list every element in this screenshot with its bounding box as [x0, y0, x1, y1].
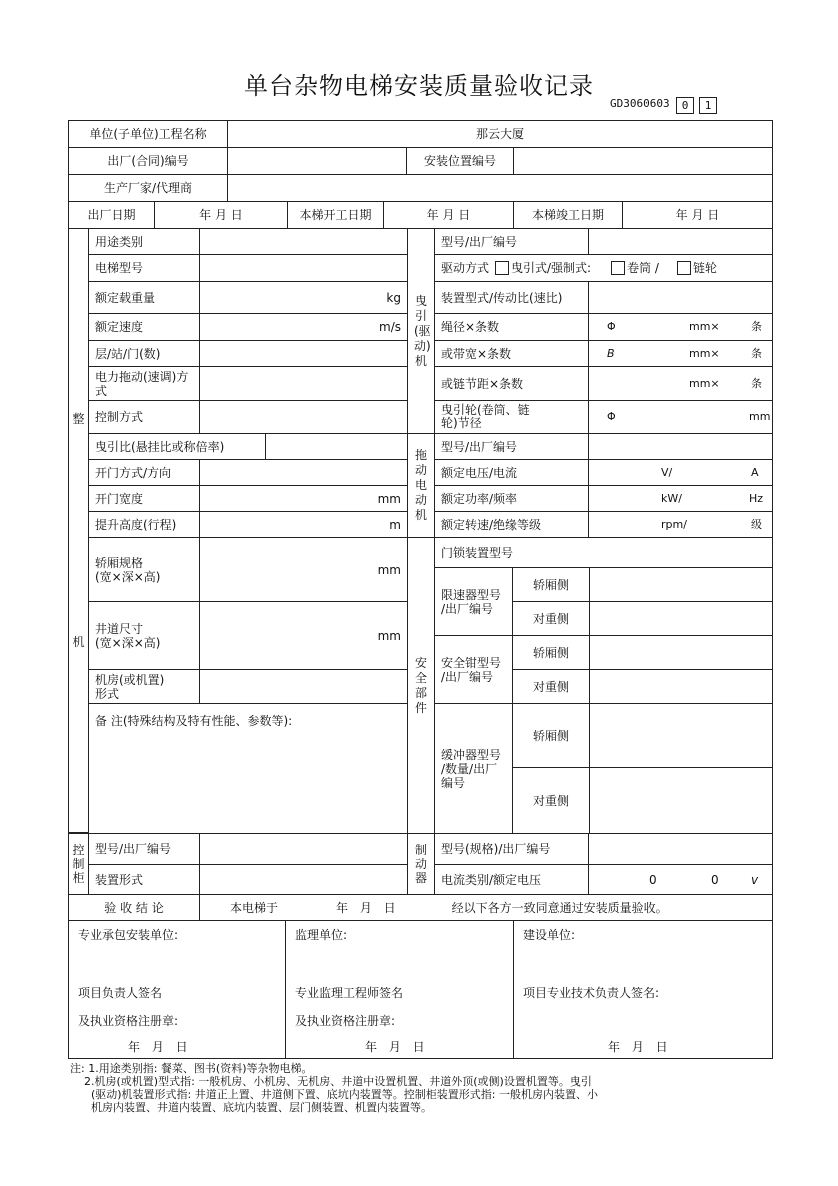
- buffer-car-value[interactable]: [589, 703, 773, 768]
- traction-side-label: [407, 228, 435, 434]
- buffer-car-label: 轿厢侧: [512, 703, 590, 768]
- device-ratio-label: 装置型式/传动比(速比): [434, 281, 589, 314]
- owner-title: 建设单位:: [523, 928, 576, 942]
- voltage-label: 额定电压/电流: [434, 459, 589, 486]
- gear-car-label: 轿厢侧: [512, 635, 590, 670]
- door-lock-label: 门锁装置型号: [434, 537, 773, 568]
- shaft-size-unit: mm: [377, 628, 401, 643]
- brake-current-label: 电流类别/额定电压: [434, 864, 589, 895]
- brake-current-val2: 0: [711, 873, 719, 887]
- buffer-cw-label: 对重侧: [512, 767, 590, 834]
- footnotes: [70, 1062, 770, 1114]
- brake-current-unit: v: [751, 873, 759, 887]
- door-width-unit: mm: [377, 491, 401, 506]
- cabinet-model-label: 型号/出厂编号: [88, 833, 200, 865]
- safety-side-label: [407, 537, 435, 834]
- ratio-value[interactable]: [265, 433, 408, 460]
- cabinet-model-value[interactable]: [199, 833, 408, 865]
- brake-model-label: 型号(规格)/出厂编号: [434, 833, 589, 865]
- conclusion-text1: 本电梯于: [230, 900, 279, 915]
- supervisor-date: 年 月 日: [365, 1040, 425, 1054]
- unit-name-value[interactable]: 那云大厦: [227, 120, 773, 148]
- car-size-value[interactable]: [199, 537, 408, 602]
- code-box-2: 1: [699, 97, 717, 114]
- traction-side-text: 曳引(驱动)机: [414, 293, 431, 368]
- cabinet-side-text: 控制柜: [72, 843, 85, 885]
- sheave-unit: mm: [749, 410, 771, 423]
- supervisor-title: 监理单位:: [295, 928, 348, 942]
- belt-unit: mm×: [689, 347, 720, 360]
- contractor-date: 年 月 日: [128, 1040, 188, 1054]
- install-pos-label: 安装位置编号: [406, 147, 514, 175]
- maker-value[interactable]: [227, 174, 773, 202]
- cabinet-install-label: 装置形式: [88, 864, 200, 895]
- owner-sign: 项目专业技术负责人签名:: [523, 986, 660, 1000]
- whole-side-top: 整: [72, 411, 85, 426]
- buffer-label: 缓冲器型号 /数量/出厂 编号: [434, 703, 513, 834]
- conclusion-text2: 经以下各方一致同意通过安装质量验收。: [451, 900, 668, 915]
- elevator-model-label: 电梯型号: [88, 254, 200, 282]
- rope-label: 绳径×条数: [434, 313, 589, 341]
- governor-label: 限速器型号 /出厂编号: [434, 567, 513, 636]
- floors-label: 层/站/门(数): [88, 340, 200, 367]
- contractor-title: 专业承包安装单位:: [78, 928, 179, 942]
- motor-side-label: [407, 433, 435, 538]
- ratio-label: 曳引比(悬挂比或称倍率): [88, 433, 266, 460]
- device-ratio-value[interactable]: [588, 281, 773, 314]
- control-mode-value[interactable]: [199, 400, 408, 434]
- drive-mode-value[interactable]: [199, 366, 408, 401]
- floors-value[interactable]: [199, 340, 408, 367]
- chain-value[interactable]: [588, 366, 773, 401]
- speed-label: 额定速度: [88, 313, 200, 341]
- start-date-label: 本梯开工日期: [287, 201, 384, 229]
- rope-value[interactable]: [588, 313, 773, 341]
- chain-unit: mm×: [689, 377, 720, 390]
- traction-model-value[interactable]: [588, 228, 773, 255]
- room-form-label: 机房(或机置) 形式: [88, 669, 200, 704]
- lift-height-unit: m: [389, 517, 401, 532]
- traction-checkbox[interactable]: [495, 261, 509, 275]
- power-unit2: Hz: [749, 492, 764, 505]
- safety-side-text: 安全部件: [414, 655, 427, 715]
- governor-car-label: 轿厢侧: [512, 567, 590, 602]
- belt-label: 或带宽×条数: [434, 340, 589, 367]
- conclusion-row[interactable]: [199, 894, 773, 921]
- factory-no-value[interactable]: [227, 147, 407, 175]
- governor-cw-value[interactable]: [589, 601, 773, 636]
- supervisor-sign: 专业监理工程师签名: [295, 986, 404, 1000]
- conclusion-date: 年 月 日: [336, 900, 396, 915]
- power-value[interactable]: [588, 485, 773, 512]
- chain-label: 或链节距×条数: [434, 366, 589, 401]
- belt-unit2: 条: [751, 347, 762, 360]
- remark-box[interactable]: [88, 703, 408, 834]
- sheave-label: 曳引轮(卷筒、链 轮)节径: [434, 400, 589, 434]
- whole-machine-side-label: [68, 228, 89, 833]
- drive-opt1-label: 曳引式/强制式:: [511, 261, 592, 275]
- supervisor-cert: 及执业资格注册章:: [295, 1014, 396, 1028]
- finish-date-label: 本梯竣工日期: [513, 201, 623, 229]
- shaft-size-value[interactable]: [199, 601, 408, 670]
- finish-date-value[interactable]: 年 月 日: [622, 201, 773, 229]
- speed-value[interactable]: [199, 313, 408, 341]
- lift-height-value[interactable]: [199, 511, 408, 538]
- page-title: 单台杂物电梯安装质量验收记录: [244, 72, 594, 100]
- maker-label: 生产厂家/代理商: [68, 174, 228, 202]
- code-box-1: 0: [676, 97, 694, 114]
- rpm-label: 额定转速/绝缘等级: [434, 511, 589, 538]
- governor-cw-label: 对重侧: [512, 601, 590, 636]
- factory-date-value[interactable]: 年 月 日: [154, 201, 288, 229]
- room-form-value[interactable]: [199, 669, 408, 704]
- car-size-label: 轿厢规格 (宽×深×高): [88, 537, 200, 602]
- remark-label: 备 注(特殊结构及特有性能、参数等):: [95, 714, 293, 728]
- conclusion-label: 验 收 结 论: [68, 894, 200, 921]
- gear-cw-label: 对重侧: [512, 669, 590, 704]
- rpm-unit2: 级: [751, 518, 762, 531]
- motor-side-text: 拖动电动机: [414, 448, 427, 522]
- voltage-unit2: A: [751, 466, 759, 479]
- sheave-value[interactable]: [588, 400, 773, 434]
- drive-mode-label: 电力拖动(速调)方式: [88, 366, 200, 401]
- factory-no-label: 出厂(合同)编号: [68, 147, 228, 175]
- load-value[interactable]: [199, 281, 408, 314]
- motor-model-value[interactable]: [588, 433, 773, 460]
- install-pos-value[interactable]: [513, 147, 773, 175]
- voltage-value[interactable]: [588, 459, 773, 486]
- rpm-unit1: rpm/: [661, 518, 687, 531]
- control-mode-label: 控制方式: [88, 400, 200, 434]
- chain-unit2: 条: [751, 377, 762, 390]
- gear-car-value[interactable]: [589, 635, 773, 670]
- owner-date: 年 月 日: [608, 1040, 668, 1054]
- load-label: 额定载重量: [88, 281, 200, 314]
- gear-cw-value[interactable]: [589, 669, 773, 704]
- rope-unit: mm×: [689, 320, 720, 333]
- brake-model-value[interactable]: [588, 833, 773, 865]
- brake-current-val1: 0: [649, 873, 657, 887]
- drive-opt2-label: 卷筒 /: [627, 261, 659, 275]
- whole-side-bottom: 机: [72, 634, 85, 649]
- brake-side-label: [407, 833, 435, 895]
- brake-side-text: 制动器: [414, 843, 427, 885]
- purpose-value[interactable]: [199, 228, 408, 255]
- traction-model-label: 型号/出厂编号: [434, 228, 589, 255]
- doc-code: GD3060603: [610, 97, 670, 110]
- sheave-symbol: Φ: [607, 410, 616, 423]
- note-line-4: 机房内装置、井道内装置、底坑内装置、层门侧装置、机置内装置等。: [70, 1101, 432, 1114]
- note-line-1: 注: 1.用途类别指: 餐菜、图书(资料)等杂物电梯。: [70, 1062, 313, 1075]
- power-unit1: kW/: [661, 492, 682, 505]
- drive-opt3-label: 链轮: [692, 261, 717, 275]
- belt-value[interactable]: [588, 340, 773, 367]
- buffer-cw-value[interactable]: [589, 767, 773, 834]
- elevator-model-value[interactable]: [199, 254, 408, 282]
- factory-date-label: 出厂日期: [68, 201, 155, 229]
- drum-checkbox[interactable]: [611, 261, 625, 275]
- chain-checkbox[interactable]: [677, 261, 691, 275]
- governor-car-value[interactable]: [589, 567, 773, 602]
- drive-type-row: [434, 254, 773, 282]
- drive-type-label: 驱动方式: [441, 261, 490, 275]
- rope-unit2: 条: [751, 320, 762, 333]
- rpm-value[interactable]: [588, 511, 773, 538]
- contractor-cert: 及执业资格注册章:: [78, 1014, 179, 1028]
- voltage-unit1: V/: [661, 466, 673, 479]
- speed-unit: m/s: [379, 320, 401, 334]
- purpose-label: 用途类别: [88, 228, 200, 255]
- shaft-size-label: 井道尺寸 (宽×深×高): [88, 601, 200, 670]
- belt-symbol: B: [607, 347, 615, 360]
- cabinet-install-value[interactable]: [199, 864, 408, 895]
- door-value[interactable]: [199, 459, 408, 486]
- door-label: 开门方式/方向: [88, 459, 200, 486]
- note-line-3: (驱动)机装置形式指: 井道正上置、井道侧下置、底坑内装置等。控制柜装置形式指: 一般机房内装置、小: [70, 1088, 598, 1101]
- car-size-unit: mm: [377, 562, 401, 577]
- brake-current-value[interactable]: [588, 864, 773, 895]
- safety-gear-label: 安全钳型号 /出厂编号: [434, 635, 513, 704]
- unit-name-label: 单位(子单位)工程名称: [68, 120, 228, 148]
- lift-height-label: 提升高度(行程): [88, 511, 200, 538]
- power-label: 额定功率/频率: [434, 485, 589, 512]
- cabinet-side-label: [68, 833, 89, 895]
- motor-model-label: 型号/出厂编号: [434, 433, 589, 460]
- door-width-label: 开门宽度: [88, 485, 200, 512]
- load-unit: kg: [386, 290, 401, 305]
- note-line-2: 2.机房(或机置)型式指: 一般机房、小机房、无机房、井道中设置机置、井道外顶(或侧)设置机置等。曳引: [70, 1075, 592, 1088]
- start-date-value[interactable]: 年 月 日: [383, 201, 514, 229]
- rope-symbol: Φ: [607, 320, 616, 333]
- door-width-value[interactable]: [199, 485, 408, 512]
- contractor-sign: 项目负责人签名: [78, 986, 163, 1000]
